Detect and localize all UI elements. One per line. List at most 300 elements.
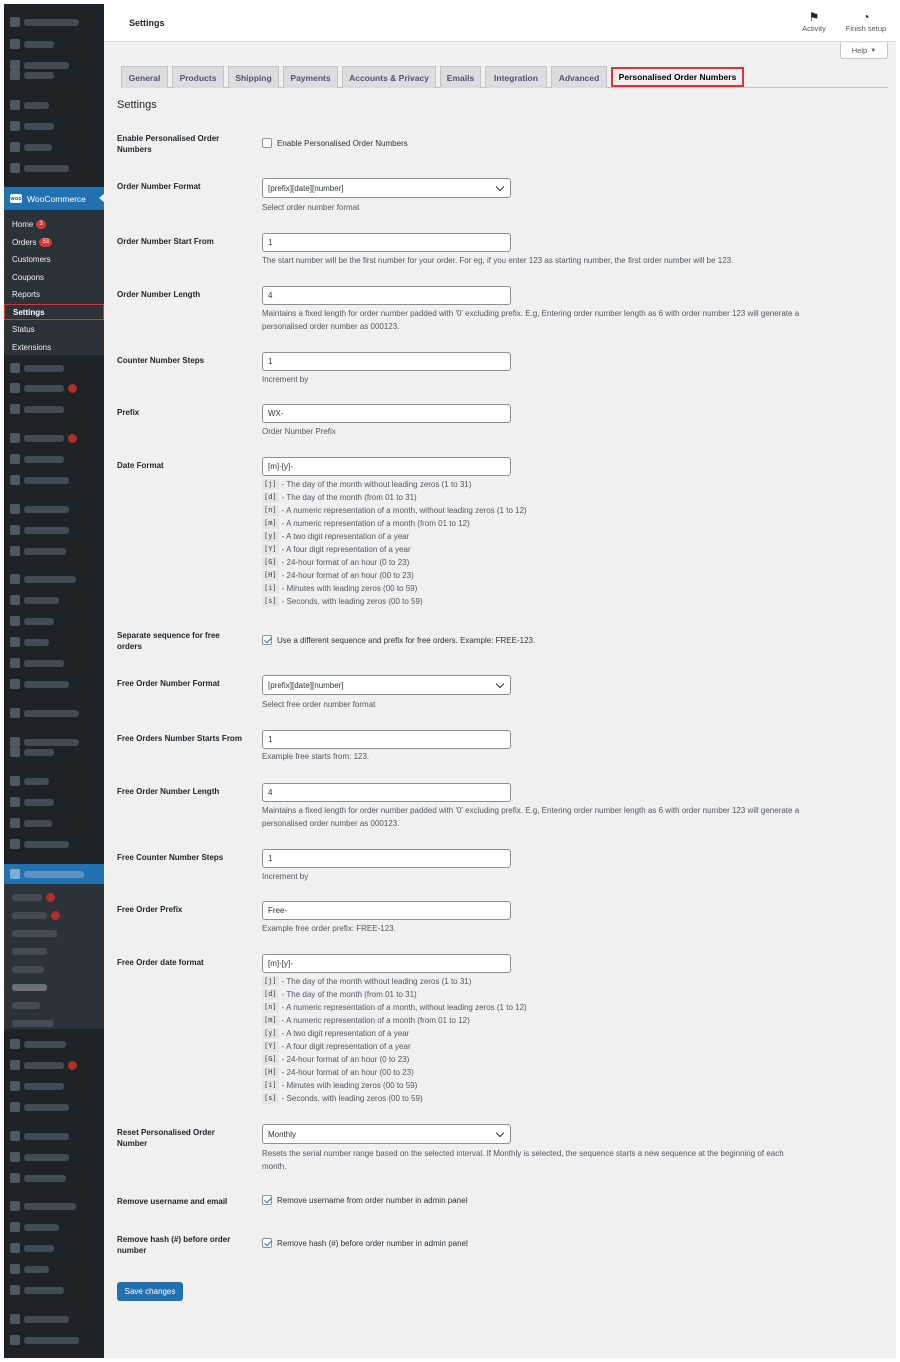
menu-icon bbox=[10, 839, 20, 849]
help-button[interactable] bbox=[840, 43, 888, 59]
free-prefix-description: Example free order prefix: FREE-123. bbox=[262, 924, 396, 933]
date-code-item bbox=[262, 988, 582, 1001]
enable-checkbox[interactable] bbox=[262, 138, 272, 148]
menu-icon bbox=[10, 1314, 20, 1324]
start-input[interactable]: 1 bbox=[262, 233, 511, 252]
sidebar-item-obscured bbox=[10, 96, 49, 114]
date-code-description: - The day of the month without leading zeros (1 to 31) bbox=[281, 977, 472, 986]
format-select[interactable] bbox=[262, 178, 511, 198]
obscured-label bbox=[24, 1062, 64, 1069]
obscured-badge bbox=[51, 911, 60, 920]
obscured-label bbox=[24, 1266, 49, 1273]
date-code: [i] bbox=[264, 1081, 277, 1089]
sidebar-item-obscured bbox=[10, 772, 49, 790]
date-code-item bbox=[262, 1027, 582, 1040]
prefix-label: Prefix bbox=[117, 408, 140, 417]
date-code-description: - A numeric representation of a month (from 01 to 12) bbox=[281, 519, 470, 528]
date-code-description: - 24-hour format of an hour (0 to 23) bbox=[281, 558, 410, 567]
date-code-description: - A two digit representation of a year bbox=[281, 1029, 410, 1038]
sidebar-item-obscured bbox=[10, 1218, 59, 1236]
obscured-label bbox=[12, 1002, 40, 1009]
obscured-label bbox=[24, 1083, 64, 1090]
sidebar-item-status[interactable] bbox=[4, 321, 104, 337]
enable-label: Enable Personalised Order Numbers bbox=[117, 134, 220, 154]
sidebar-item-obscured bbox=[10, 1127, 69, 1145]
free-date-format-input[interactable]: [m]-[y]- bbox=[262, 954, 511, 973]
tab-general[interactable]: General bbox=[121, 66, 168, 88]
date-code: [Y] bbox=[264, 545, 277, 553]
tab-accounts-privacy[interactable]: Accounts & Privacy bbox=[342, 66, 436, 88]
date-code-description: - A numeric representation of a month, without leading zeros (1 to 12) bbox=[281, 1003, 527, 1012]
obscured-label bbox=[24, 144, 52, 151]
menu-icon bbox=[10, 1152, 20, 1162]
section-title: Settings bbox=[117, 99, 157, 111]
menu-icon bbox=[10, 658, 20, 668]
progress-circle-icon: ◔ bbox=[862, 10, 870, 24]
enable-checkbox-label: Enable Personalised Order Numbers bbox=[277, 138, 408, 148]
tab-personalised-order-numbers[interactable]: Personalised Order Numbers bbox=[611, 67, 744, 87]
sidebar-item-obscured bbox=[10, 429, 77, 447]
menu-icon bbox=[10, 17, 20, 27]
free-prefix-label: Free Order Prefix bbox=[117, 905, 183, 914]
obscured-label bbox=[24, 799, 54, 806]
date-codes-list bbox=[262, 478, 582, 608]
obscured-label bbox=[24, 820, 52, 827]
sidebar-item-label: Reports bbox=[12, 289, 41, 299]
sidebar-item-obscured bbox=[10, 66, 54, 84]
obscured-label bbox=[24, 41, 54, 48]
date-code-item bbox=[262, 1001, 582, 1014]
menu-icon bbox=[10, 1201, 20, 1211]
settings-tabs bbox=[121, 66, 888, 88]
sidebar-item-obscured bbox=[10, 1035, 66, 1053]
current-menu-arrow-icon bbox=[99, 193, 104, 203]
sidebar-item-obscured bbox=[10, 138, 52, 156]
start-label: Order Number Start From bbox=[117, 237, 214, 246]
sidebar-item-obscured bbox=[10, 814, 52, 832]
woocommerce-submenu-duplicate bbox=[4, 884, 104, 1029]
separate-checkbox[interactable] bbox=[262, 635, 272, 645]
date-code: [n] bbox=[264, 1003, 277, 1011]
menu-icon bbox=[10, 1060, 20, 1070]
activity-button[interactable] bbox=[794, 10, 834, 33]
sidebar-item-obscured bbox=[10, 1169, 66, 1187]
sidebar-item-obscured bbox=[10, 1331, 79, 1349]
obscured-label bbox=[24, 123, 54, 130]
woocommerce-logo-icon: woo bbox=[10, 195, 22, 202]
date-code: [H] bbox=[264, 571, 277, 579]
obscured-label bbox=[24, 1203, 76, 1210]
menu-icon bbox=[10, 1285, 20, 1295]
sidebar-item-obscured bbox=[10, 704, 79, 722]
date-code: [m] bbox=[264, 519, 277, 527]
free-steps-description: Increment by bbox=[262, 872, 309, 881]
tab-advanced[interactable]: Advanced bbox=[551, 66, 607, 88]
sidebar-item-obscured bbox=[10, 633, 49, 651]
help-label: Help bbox=[851, 46, 868, 55]
sidebar-item-obscured bbox=[10, 835, 69, 853]
sidebar-item-obscured bbox=[10, 450, 64, 468]
sidebar-item-obscured bbox=[10, 1077, 64, 1095]
sidebar-subitem-obscured bbox=[12, 978, 47, 996]
obscured-label bbox=[24, 681, 69, 688]
date-code-item bbox=[262, 478, 582, 491]
menu-icon bbox=[10, 70, 20, 80]
date-code-description: - The day of the month (from 01 to 31) bbox=[281, 990, 417, 999]
free-start-description: Example free starts from: 123. bbox=[262, 752, 370, 761]
date-code: [j] bbox=[264, 480, 277, 488]
sidebar-item-obscured bbox=[10, 13, 79, 31]
sidebar-item-label: Extensions bbox=[12, 342, 52, 352]
obscured-label bbox=[24, 597, 59, 604]
date-code-description: - The day of the month without leading zeros (1 to 31) bbox=[281, 480, 472, 489]
menu-icon bbox=[10, 1173, 20, 1183]
sidebar-item-obscured bbox=[10, 1056, 77, 1074]
remove-hash-checkbox-row[interactable] bbox=[262, 1238, 468, 1248]
obscured-label bbox=[24, 778, 49, 785]
menu-icon bbox=[10, 1335, 20, 1345]
menu-icon bbox=[10, 454, 20, 464]
sidebar-item-coupons[interactable] bbox=[4, 269, 104, 285]
free-format-description: Select free order number format bbox=[262, 700, 376, 709]
remove-hash-checkbox[interactable] bbox=[262, 1238, 272, 1248]
menu-icon bbox=[10, 616, 20, 626]
sidebar-subitem-obscured bbox=[12, 906, 60, 924]
obscured-label bbox=[24, 527, 69, 534]
obscured-label bbox=[24, 1104, 69, 1111]
free-date-format-label: Free Order date format bbox=[117, 958, 204, 967]
date-code-item bbox=[262, 1014, 582, 1027]
menu-icon bbox=[10, 546, 20, 556]
free-start-label: Free Orders Number Starts From bbox=[117, 734, 242, 743]
obscured-label bbox=[24, 406, 64, 413]
obscured-label bbox=[24, 1175, 66, 1182]
reset-select[interactable] bbox=[262, 1124, 511, 1144]
menu-icon bbox=[10, 1081, 20, 1091]
date-code-description: - 24-hour format of an hour (00 to 23) bbox=[281, 1068, 414, 1077]
menu-icon bbox=[10, 504, 20, 514]
sidebar-item-obscured bbox=[10, 1239, 54, 1257]
obscured-label bbox=[12, 930, 57, 937]
obscured-label bbox=[24, 477, 69, 484]
sidebar-item-label: Status bbox=[12, 324, 35, 334]
obscured-badge bbox=[68, 434, 77, 443]
date-code-item bbox=[262, 595, 582, 608]
sidebar-item-home[interactable] bbox=[4, 216, 104, 232]
date-format-label: Date Format bbox=[117, 461, 164, 470]
remove-hash-checkbox-label: Remove hash (#) before order number in admin panel bbox=[277, 1238, 468, 1248]
sidebar-subitem-obscured bbox=[12, 996, 40, 1014]
obscured-label bbox=[24, 1287, 64, 1294]
obscured-label bbox=[24, 165, 69, 172]
free-length-description-line2: personalised order number as 000123. bbox=[262, 819, 400, 828]
obscured-label bbox=[24, 749, 54, 756]
separate-checkbox-row[interactable] bbox=[262, 635, 535, 645]
date-code-description: - 24-hour format of an hour (00 to 23) bbox=[281, 571, 414, 580]
obscured-label bbox=[24, 710, 79, 717]
sidebar-item-obscured bbox=[10, 521, 69, 539]
obscured-badge bbox=[68, 1061, 77, 1070]
free-format-select-value: [prefix][date][number] bbox=[268, 680, 344, 690]
date-code-item bbox=[262, 517, 582, 530]
tab-integration[interactable]: Integration bbox=[485, 66, 547, 88]
remove-hash-label: Remove hash (#) before order number bbox=[117, 1235, 231, 1255]
sidebar-item-obscured bbox=[10, 117, 54, 135]
sidebar-item-obscured bbox=[10, 1281, 64, 1299]
obscured-label bbox=[24, 576, 76, 583]
date-code: [d] bbox=[264, 493, 277, 501]
tab-emails[interactable]: Emails bbox=[440, 66, 481, 88]
prefix-description: Order Number Prefix bbox=[262, 427, 336, 436]
menu-icon bbox=[10, 574, 20, 584]
date-code-item bbox=[262, 1066, 582, 1079]
obscured-label bbox=[24, 1133, 69, 1140]
menu-icon bbox=[10, 383, 20, 393]
date-code-description: - A four digit representation of a year bbox=[281, 545, 411, 554]
sidebar-item-reports[interactable] bbox=[4, 286, 104, 302]
date-code-description: - Seconds, with leading zeros (00 to 59) bbox=[281, 1094, 423, 1103]
menu-icon bbox=[10, 363, 20, 373]
date-code-item bbox=[262, 569, 582, 582]
menu-icon bbox=[10, 708, 20, 718]
sidebar-item-extensions[interactable] bbox=[4, 339, 104, 355]
free-date-codes-list bbox=[262, 975, 582, 1105]
date-code: [y] bbox=[264, 532, 277, 540]
obscured-label bbox=[24, 435, 64, 442]
tab-products[interactable]: Products bbox=[172, 66, 224, 88]
obscured-label bbox=[24, 506, 69, 513]
menu-icon bbox=[10, 100, 20, 110]
date-code-item bbox=[262, 504, 582, 517]
sidebar-woocommerce[interactable] bbox=[4, 187, 104, 210]
date-code: [n] bbox=[264, 506, 277, 514]
date-code-item bbox=[262, 543, 582, 556]
sidebar-item-settings[interactable] bbox=[4, 304, 104, 320]
free-prefix-input[interactable]: Free- bbox=[262, 901, 511, 920]
reset-label: Reset Personalised Order Number bbox=[117, 1128, 215, 1148]
sidebar-subitem-obscured bbox=[12, 960, 44, 978]
obscured-label bbox=[12, 912, 47, 919]
separate-label: Separate sequence for free orders bbox=[117, 631, 220, 651]
date-code: [s] bbox=[264, 597, 277, 605]
sidebar-item-obscured bbox=[10, 500, 69, 518]
format-select-value: [prefix][date][number] bbox=[268, 183, 344, 193]
menu-icon bbox=[10, 679, 20, 689]
menu-icon bbox=[10, 776, 20, 786]
obscured-label bbox=[12, 1020, 54, 1027]
sidebar-item-obscured bbox=[10, 400, 64, 418]
date-code: [s] bbox=[264, 1094, 277, 1102]
length-description-line1: Maintains a fixed length for order number padded with '0' excluding prefix. E.g, Entering order number length as 6 with order number 123 will generate a bbox=[262, 309, 800, 318]
date-code-description: - A numeric representation of a month (from 01 to 12) bbox=[281, 1016, 470, 1025]
free-format-label: Free Order Number Format bbox=[117, 679, 220, 688]
obscured-label bbox=[24, 1041, 66, 1048]
date-code: [H] bbox=[264, 1068, 277, 1076]
home-count-badge: 3 bbox=[36, 220, 45, 229]
sidebar-item-obscured bbox=[10, 1197, 76, 1215]
date-code-description: - Minutes with leading zeros (00 to 59) bbox=[281, 584, 418, 593]
admin-sidebar bbox=[4, 4, 104, 1358]
reset-description-line2: month. bbox=[262, 1162, 287, 1171]
sidebar-item-obscured bbox=[10, 612, 54, 630]
date-code-item bbox=[262, 1079, 582, 1092]
prefix-input[interactable]: WX- bbox=[262, 404, 511, 423]
date-code: [G] bbox=[264, 1055, 277, 1063]
date-code-item bbox=[262, 1092, 582, 1105]
sidebar-item-obscured bbox=[10, 471, 69, 489]
menu-icon bbox=[10, 163, 20, 173]
menu-icon bbox=[10, 1243, 20, 1253]
remove-user-checkbox-label: Remove username from order number in admin panel bbox=[277, 1195, 468, 1205]
menu-icon bbox=[10, 595, 20, 605]
sidebar-item-obscured bbox=[10, 1098, 69, 1116]
steps-input[interactable]: 1 bbox=[262, 352, 511, 371]
menu-icon bbox=[10, 818, 20, 828]
date-code-description: - The day of the month (from 01 to 31) bbox=[281, 493, 417, 502]
date-code: [i] bbox=[264, 584, 277, 592]
obscured-badge bbox=[46, 893, 55, 902]
flag-icon: ⚑ bbox=[808, 10, 820, 24]
obscured-label bbox=[24, 1245, 54, 1252]
date-code: [d] bbox=[264, 990, 277, 998]
menu-icon bbox=[10, 404, 20, 414]
obscured-badge bbox=[68, 384, 77, 393]
length-label: Order Number Length bbox=[117, 290, 201, 299]
sidebar-subitem-obscured bbox=[12, 924, 57, 942]
sidebar-item-obscured bbox=[10, 793, 54, 811]
reset-select-value: Monthly bbox=[268, 1129, 297, 1139]
free-format-select[interactable] bbox=[262, 675, 511, 695]
format-description: Select order number format bbox=[262, 203, 360, 212]
obscured-label bbox=[24, 548, 66, 555]
date-format-input[interactable]: [m]-[y]- bbox=[262, 457, 511, 476]
obscured-label bbox=[12, 894, 42, 901]
sidebar-item-obscured bbox=[10, 1148, 69, 1166]
finish-setup-button[interactable] bbox=[838, 10, 894, 33]
menu-icon bbox=[10, 1222, 20, 1232]
sidebar-subitem-obscured bbox=[12, 888, 55, 906]
remove-user-checkbox-row[interactable] bbox=[262, 1195, 467, 1205]
date-code-item bbox=[262, 1040, 582, 1053]
sidebar-item-label: Coupons bbox=[12, 272, 45, 282]
length-input[interactable]: 4 bbox=[262, 286, 511, 305]
menu-icon bbox=[10, 1102, 20, 1112]
date-code: [y] bbox=[264, 1029, 277, 1037]
obscured-label bbox=[24, 365, 64, 372]
format-label: Order Number Format bbox=[117, 182, 201, 191]
menu-icon bbox=[10, 637, 20, 647]
obscured-label bbox=[24, 19, 79, 26]
page-title: Settings bbox=[129, 18, 165, 28]
admin-frame bbox=[4, 4, 896, 1358]
sidebar-item-obscured bbox=[10, 591, 59, 609]
steps-label: Counter Number Steps bbox=[117, 356, 205, 365]
top-bar bbox=[104, 4, 896, 42]
obscured-label bbox=[12, 966, 44, 973]
sidebar-item-label: Home bbox=[12, 219, 34, 229]
date-code: [m] bbox=[264, 1016, 277, 1024]
sidebar-item-customers[interactable] bbox=[4, 251, 104, 267]
menu-icon bbox=[10, 475, 20, 485]
sidebar-subitem-obscured bbox=[12, 942, 47, 960]
date-code: [j] bbox=[264, 977, 277, 985]
obscured-label bbox=[24, 618, 54, 625]
remove-user-checkbox[interactable] bbox=[262, 1195, 272, 1205]
sidebar-item-obscured bbox=[10, 675, 69, 693]
date-code-item bbox=[262, 556, 582, 569]
sidebar-item-obscured bbox=[10, 1310, 69, 1328]
free-length-description-line1: Maintains a fixed length for order number padded with '0' excluding prefix. E.g, Entering order number length as 6 with order number 123 will generate a bbox=[262, 806, 800, 815]
sidebar-item-label: Customers bbox=[12, 254, 51, 264]
reset-description-line1: Resets the serial number range based on the selected interval. If Monthly is selected, the sequence starts a new sequence at the beginning of each bbox=[262, 1149, 784, 1158]
obscured-label bbox=[24, 1337, 79, 1344]
menu-icon bbox=[10, 121, 20, 131]
menu-icon bbox=[10, 1039, 20, 1049]
date-code-item bbox=[262, 975, 582, 988]
sidebar-item-obscured bbox=[10, 743, 54, 761]
obscured-label bbox=[24, 1316, 69, 1323]
sidebar-item-obscured bbox=[10, 542, 66, 560]
obscured-label bbox=[24, 456, 64, 463]
menu-icon bbox=[10, 1264, 20, 1274]
date-code-item bbox=[262, 582, 582, 595]
date-code: [G] bbox=[264, 558, 277, 566]
woocommerce-submenu bbox=[4, 210, 104, 355]
free-length-input[interactable]: 4 bbox=[262, 783, 511, 802]
date-code-description: - A numeric representation of a month, without leading zeros (1 to 12) bbox=[281, 506, 527, 515]
steps-description: Increment by bbox=[262, 375, 309, 384]
obscured-label bbox=[12, 984, 47, 991]
menu-icon bbox=[10, 433, 20, 443]
sidebar-item-label: Orders bbox=[12, 237, 37, 247]
obscured-label bbox=[12, 948, 47, 955]
finish-setup-label: Finish setup bbox=[845, 24, 887, 33]
start-description: The start number will be the first number for your order. For eg, if you enter 123 as starting number, the first order number will be 123. bbox=[262, 256, 734, 265]
caret-down-icon: ▼ bbox=[870, 47, 877, 54]
tab-payments[interactable]: Payments bbox=[283, 66, 338, 88]
free-length-label: Free Order Number Length bbox=[117, 787, 220, 796]
remove-user-label: Remove username and email bbox=[117, 1197, 228, 1206]
obscured-label bbox=[24, 72, 54, 79]
date-code-description: - A four digit representation of a year bbox=[281, 1042, 411, 1051]
save-button[interactable]: Save changes bbox=[117, 1282, 183, 1301]
free-start-input[interactable]: 1 bbox=[262, 730, 511, 749]
tab-shipping[interactable]: Shipping bbox=[228, 66, 279, 88]
obscured-label bbox=[24, 1224, 59, 1231]
activity-label: Activity bbox=[802, 24, 826, 33]
sidebar-item-obscured bbox=[10, 159, 69, 177]
obscured-label bbox=[24, 385, 64, 392]
sidebar-subitem-obscured bbox=[12, 1014, 54, 1032]
sidebar-item-obscured bbox=[10, 35, 54, 53]
orders-count-badge: 53 bbox=[39, 238, 52, 247]
free-steps-input[interactable]: 1 bbox=[262, 849, 511, 868]
date-code-item bbox=[262, 1053, 582, 1066]
obscured-label bbox=[24, 660, 64, 667]
length-description-line2: personalised order number as 000123. bbox=[262, 322, 400, 331]
date-code-description: - Seconds, with leading zeros (00 to 59) bbox=[281, 597, 423, 606]
sidebar-item-orders[interactable] bbox=[4, 234, 104, 250]
free-steps-label: Free Counter Number Steps bbox=[117, 853, 224, 862]
sidebar-item-obscured bbox=[10, 359, 64, 377]
enable-checkbox-row[interactable] bbox=[262, 138, 408, 148]
date-code-description: - A two digit representation of a year bbox=[281, 532, 410, 541]
sidebar-item-obscured bbox=[10, 379, 77, 397]
menu-icon bbox=[10, 525, 20, 535]
menu-icon bbox=[10, 747, 20, 757]
menu-icon bbox=[10, 39, 20, 49]
separate-checkbox-label: Use a different sequence and prefix for free orders. Example: FREE-123. bbox=[277, 635, 536, 645]
